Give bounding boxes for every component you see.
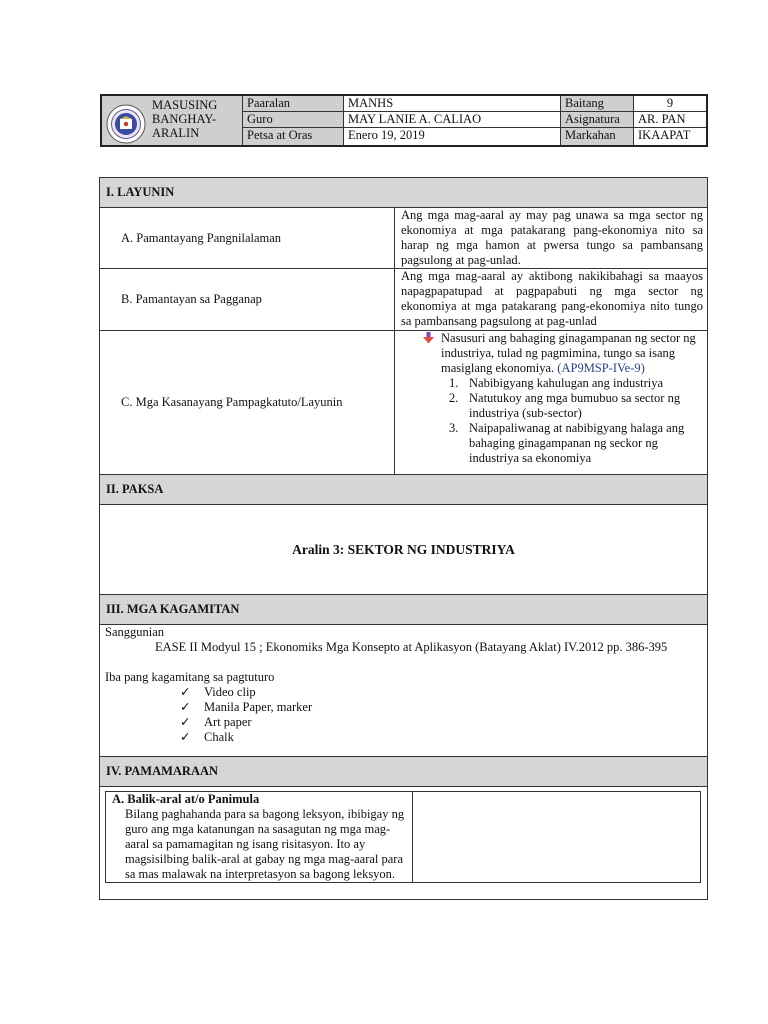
checkmark-icon: ✓	[180, 715, 191, 729]
list-item	[180, 685, 707, 700]
label-guro: Guro	[243, 112, 344, 128]
material-name: Art paper	[204, 715, 252, 729]
title-line: BANGHAY-	[152, 112, 217, 126]
label-baitang: Baitang	[561, 95, 634, 112]
list-item	[180, 715, 707, 730]
objective-text: Nabibigyang kahulugan ang industriya	[469, 376, 664, 390]
value-baitang: 9	[634, 95, 708, 112]
checkmark-icon: ✓	[180, 700, 191, 714]
balik-aral-cell	[106, 792, 413, 883]
row-label-kasanayan: C. Mga Kasanayang Pampagkatuto/Layunin	[100, 331, 395, 475]
sanggunian-text: EASE II Modyul 15 ; Ekonomiks Mga Konsepto at Aplikasyon (Batayang Aklat) IV.2012 pp. 386-395	[155, 640, 668, 654]
label-asignatura: Asignatura	[561, 112, 634, 128]
label-petsa: Petsa at Oras	[243, 128, 344, 147]
list-item	[180, 700, 707, 715]
row-label-pamantayan-sa-pagganap: B. Pamantayan sa Pagganap	[100, 269, 395, 331]
list-item	[180, 730, 707, 745]
section-heading-layunin: I. LAYUNIN	[100, 178, 708, 208]
competency-code: (AP9MSP-IVe-9)	[557, 361, 645, 375]
balik-aral-heading: A. Balik-aral at/o Panimula	[112, 792, 260, 806]
objective-item	[423, 376, 703, 391]
row-label-pamantayang-pangnilalaman: A. Pamantayang Pangnilalaman	[100, 208, 395, 269]
row-text-pamantayan-sa-pagganap: Ang mga mag-aaral ay aktibong nakikibahagi sa maayos napagpapatupad at pagpapabuti ng mga sector ng ekonomiya at mga patakarang pang-ekonomiya nito tungo sa pambansang pagsulong at pag-unlad	[395, 269, 708, 331]
objective-num: 1.	[449, 376, 459, 390]
value-asignatura: AR. PAN	[634, 112, 708, 128]
checkmark-icon: ✓	[180, 730, 191, 744]
objective-item	[423, 421, 703, 466]
material-name: Manila Paper, marker	[204, 700, 313, 714]
row-text-pamantayang-pangnilalaman: Ang mga mag-aaral ay may pag unawa sa mga sector ng ekonomiya at mga patakarang pang-ekonomiya nito sa harap ng mga hamon at pwersa tungo sa pambansang pagsulong at pag-unlad.	[395, 208, 708, 269]
value-guro: MAY LANIE A. CALIAO	[344, 112, 561, 128]
materials-list	[105, 685, 707, 745]
title-line: ARALIN	[152, 126, 200, 140]
label-markahan: Markahan	[561, 128, 634, 147]
deped-seal-icon	[106, 104, 146, 144]
iba-pang-kagamitan-label: Iba pang kagamitang sa pagtuturo	[105, 670, 275, 684]
section-heading-kagamitan: III. MGA KAGAMITAN	[100, 595, 708, 625]
balik-aral-empty-cell	[413, 792, 701, 883]
title-line: MASUSING	[152, 98, 218, 112]
balik-aral-text: Bilang paghahanda para sa bagong leksyon, ibibigay ng guro ang mga katanungan na sasagutan ng mga mag-aaral sa pamamagitan ng isang risitasyon. Ito ay magsisilbing balik-aral at gabay ng mga mag-aaral para sa mas malawak na interpretasyon sa bagong leksyon.	[125, 807, 405, 881]
material-name: Chalk	[204, 730, 234, 744]
objective-text: Naipapaliwanag at nabibigyang halaga ang bahaging ginagampanan ng seckor ng industriya sa ekonomiya	[469, 421, 685, 465]
materials-cell	[100, 625, 708, 757]
value-paaralan: MANHS	[344, 95, 561, 112]
lesson-title: Aralin 3: SEKTOR NG INDUSTRIYA	[100, 505, 708, 595]
objective-num: 3.	[449, 421, 459, 435]
section-heading-pamamaraan: IV. PAMAMARAAN	[100, 757, 708, 787]
objective-main: Nasusuri ang bahaging ginagampanan ng sector ng industriya, tulad ng pagmimina, tungo sa isang masiglang ekonomiya.	[441, 331, 696, 375]
lesson-plan-table	[99, 177, 708, 900]
objective-text: Natutukoy ang mga bumubuo sa sector ng industriya (sub-sector)	[469, 391, 681, 420]
objective-num: 2.	[449, 391, 459, 405]
sanggunian-label: Sanggunian	[105, 625, 165, 639]
checkmark-icon: ✓	[180, 685, 191, 699]
objectives-cell	[395, 331, 708, 475]
procedure-cell	[100, 787, 708, 900]
logo-title-cell	[101, 95, 243, 146]
value-markahan: IKAAPAT	[634, 128, 708, 147]
material-name: Video clip	[204, 685, 256, 699]
value-petsa: Enero 19, 2019	[344, 128, 561, 147]
section-heading-paksa: II. PAKSA	[100, 475, 708, 505]
objective-item	[423, 391, 703, 421]
label-paaralan: Paaralan	[243, 95, 344, 112]
arrow-down-bullet-icon	[423, 332, 434, 344]
procedure-table	[105, 791, 701, 883]
header-table	[100, 94, 708, 147]
